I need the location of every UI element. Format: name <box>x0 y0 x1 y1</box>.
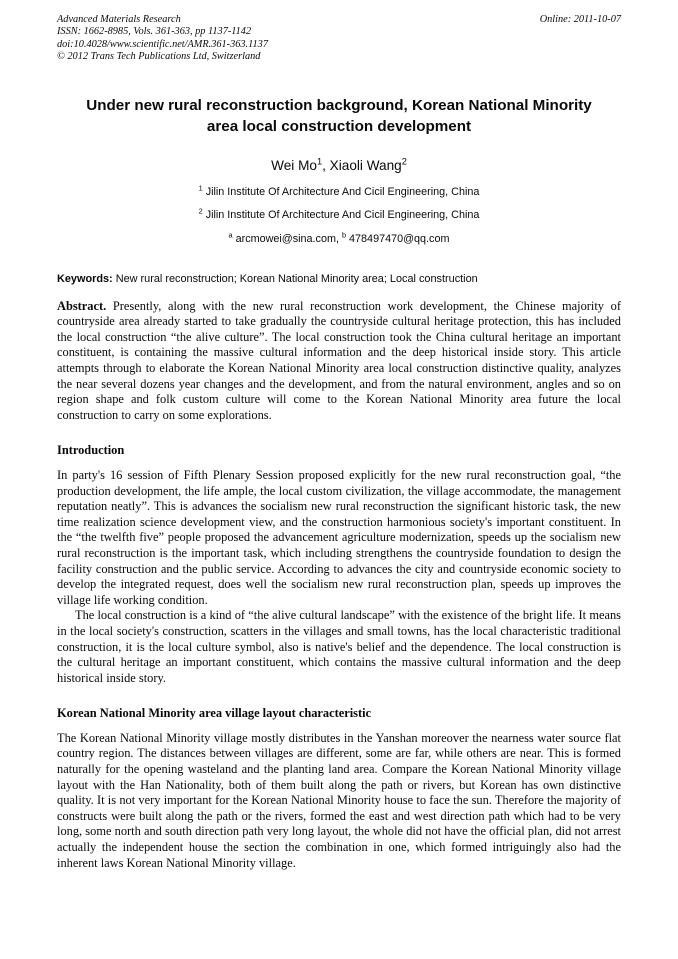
abstract-label: Abstract. <box>57 298 107 313</box>
section-introduction-paragraph-2: The local construction is a kind of “the alive cultural landscape” with the existence of the bright life. It means in the local society's construction, scatters in the villages and small towns, has the local characteristic traditional construction, it is the local culture symbol, also is native's belief and the dependence. The local construction is the cultural heritage an important constituent, which contains the massive cultural information and the deep historical inside story. <box>57 608 621 685</box>
keywords-label: Keywords: <box>57 272 113 285</box>
affiliation-1 <box>57 184 621 200</box>
journal-header <box>57 14 621 64</box>
author-1-affiliation-marker: 1 <box>316 156 323 167</box>
author-1-name: Wei Mo <box>271 157 317 173</box>
affiliation-2-marker: 2 <box>198 206 203 216</box>
page-title <box>57 95 621 137</box>
online-date: Online: 2011-10-07 <box>539 14 621 25</box>
keywords-line <box>57 272 621 286</box>
email-2[interactable]: 478497470@qq.com <box>349 232 450 245</box>
journal-name: Advanced Materials Research <box>57 14 181 25</box>
title-line-1: Under new rural reconstruction background, Korean National Minority <box>86 96 592 114</box>
doi-line: doi:10.4028/www.scientific.net/AMR.361-363.1137 <box>57 38 268 50</box>
abstract-text: Presently, along with the new rural reconstruction work development, the Chinese majority of countryside area already started to take gradually the countryside cultural heritage protection, this has included the local construction “the alive culture”. The local construction took the China cultural heritage an important constituent, is containing the massive cultural information and the deep historical inside story. This article attempts through to elaborate the Korean National Minority area local construction distinctive quality, analyzes the near several dozens year changes and the development, and from the natural environment, angles and so on region shape and folk custom culture will come to the Korean National Minority area future the local construction to carry on some explorations. <box>57 298 621 422</box>
section-introduction-paragraph-1: In party's 16 session of Fifth Plenary Session proposed explicitly for the new rural reconstruction goal, “the production development, the life ample, the local custom civilization, the village accommodate, the management reputation neatly”. This is advances the socialism new rural reconstruction the significant historic task, the new time realization science development view, and the construction harmonious society's important constituent. In the “the twelfth five” people proposed the advancement agriculture modernization, speeds up the socialism new rural reconstruction is the important task, which including strengthens the countryside foundation to design the facility construction and the public service. According to advances the city and countryside economic society to develop the integrated request, does well the socialism new rural reconstruction plan, speeds up improves the village life working condition. <box>57 467 621 607</box>
author-2-affiliation-marker: 2 <box>401 156 407 167</box>
author-separator: , <box>322 157 330 173</box>
issn-line: ISSN: 1662-8985, Vols. 361-363, pp 1137-1142 <box>57 26 252 38</box>
abstract-block <box>57 299 621 424</box>
affiliation-1-text: Jilin Institute Of Architecture And Cicil Engineering, China <box>205 185 480 198</box>
email-1[interactable]: arcmowei@sina.com, <box>235 232 339 245</box>
author-2-name: Xiaoli Wang <box>329 157 402 173</box>
author-emails <box>57 231 621 247</box>
author-list <box>57 157 621 175</box>
affiliation-2 <box>57 207 621 223</box>
copyright-line: © 2012 Trans Tech Publications Ltd, Switzerland <box>57 51 261 63</box>
keywords-value: New rural reconstruction; Korean National Minority area; Local construction <box>115 272 478 285</box>
affiliation-1-marker: 1 <box>198 183 203 193</box>
section-heading-introduction: Introduction <box>57 443 125 458</box>
title-line-2: area local construction development <box>206 117 472 135</box>
section-village-layout-paragraph-1: The Korean National Minority village mostly distributes in the Yanshan moreover the nearness water source flat country region. The distances between villages are different, some are far, while others are near. This is formed naturally for the opening wasteland and the planting land area. Compare the Korean National Minority village layout with the Han Nationality, both of them built along the path or rivers, but Korean has own distinctive quality. It is not very important for the Korean National Minority house to face the sun. Therefore the majority of constructs were built along the path or the rivers, formed the east and west direction path which had to be very long, some north and south direction path very long layout, the whole did not have the official plan, did not arrest actually the independent house the section the combination in one, which formed intriguingly also had the inherent laws Korean National Minority village. <box>57 730 621 870</box>
section-heading-village-layout: Korean National Minority area village layout characteristic <box>57 706 372 721</box>
email-2-marker: b <box>341 230 347 240</box>
email-1-marker: a <box>228 230 233 240</box>
page-content <box>57 14 621 871</box>
affiliation-2-text: Jilin Institute Of Architecture And Cicil Engineering, China <box>205 208 480 221</box>
